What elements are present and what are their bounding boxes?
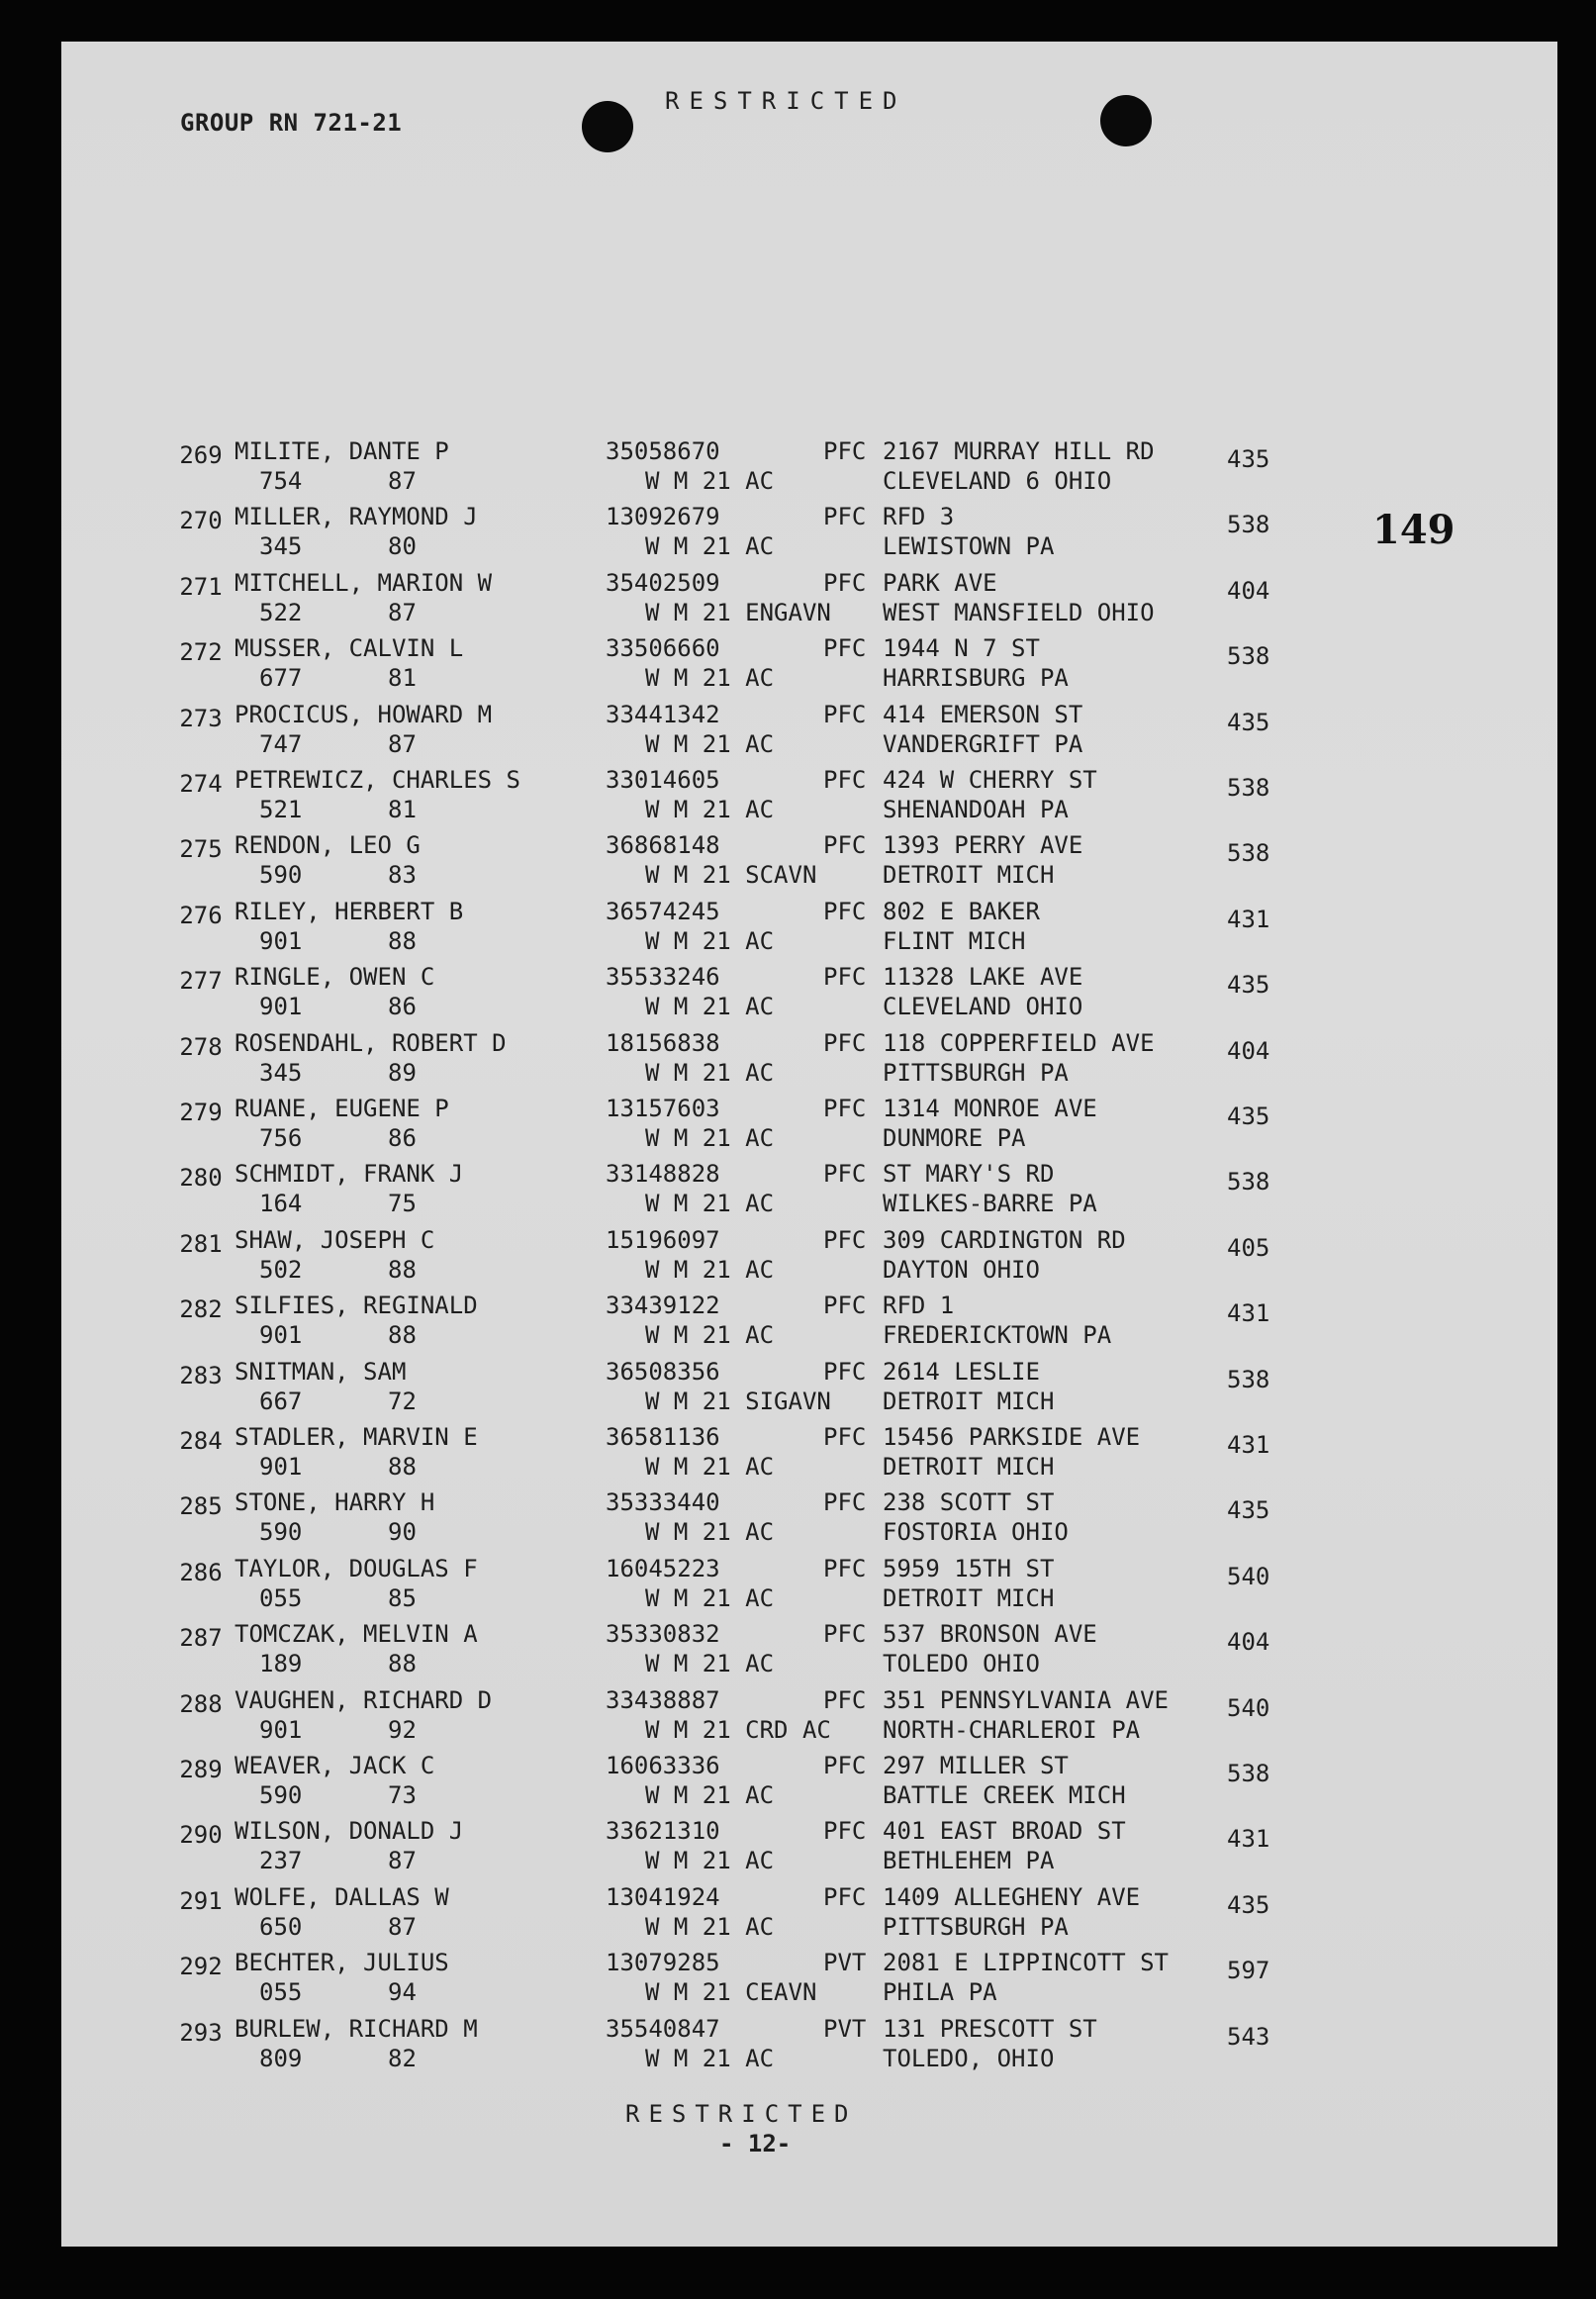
entry-number: 292 (179, 1953, 223, 1980)
address-code: 431 (1227, 906, 1270, 933)
address-line-1: 297 MILLER ST (883, 1752, 1069, 1779)
address-line-2: PITTSBURGH PA (883, 1913, 1069, 1941)
rank: PFC (823, 766, 867, 794)
entry-number: 273 (179, 705, 223, 732)
code-a: 754 (259, 467, 303, 495)
code-b: 80 (388, 532, 417, 560)
address-code: 435 (1227, 1102, 1270, 1130)
unit: W M 21 AC (645, 730, 775, 758)
code-a: 901 (259, 1321, 303, 1349)
unit: W M 21 AC (645, 1453, 775, 1481)
address-code: 435 (1227, 445, 1270, 473)
serial-number: 13041924 (606, 1883, 720, 1911)
address-code: 538 (1227, 1760, 1270, 1787)
address-line-1: 131 PRESCOTT ST (883, 2015, 1097, 2043)
code-a: 901 (259, 993, 303, 1020)
entry-number: 288 (179, 1690, 223, 1718)
address-line-2: CLEVELAND 6 OHIO (883, 467, 1112, 495)
code-b: 81 (388, 664, 417, 692)
rank: PFC (823, 1423, 867, 1451)
code-b: 72 (388, 1388, 417, 1415)
code-a: 590 (259, 1518, 303, 1546)
list-item (61, 1752, 1557, 1813)
rank: PFC (823, 1029, 867, 1057)
address-line-1: 309 CARDINGTON RD (883, 1226, 1126, 1254)
address-code: 431 (1227, 1825, 1270, 1853)
list-item (61, 503, 1557, 564)
address-line-2: VANDERGRIFT PA (883, 730, 1083, 758)
list-item (61, 898, 1557, 959)
address-line-1: 1314 MONROE AVE (883, 1095, 1097, 1122)
code-b: 87 (388, 599, 417, 626)
person-name: BECHTER, JULIUS (235, 1949, 449, 1976)
entry-number: 279 (179, 1099, 223, 1126)
address-line-2: BATTLE CREEK MICH (883, 1781, 1126, 1809)
serial-number: 35402509 (606, 569, 720, 597)
person-name: SCHMIDT, FRANK J (235, 1160, 464, 1188)
code-b: 75 (388, 1190, 417, 1217)
person-name: SILFIES, REGINALD (235, 1292, 478, 1319)
serial-number: 36574245 (606, 898, 720, 925)
serial-number: 15196097 (606, 1226, 720, 1254)
entry-number: 275 (179, 835, 223, 863)
serial-number: 16063336 (606, 1752, 720, 1779)
entry-number: 284 (179, 1427, 223, 1455)
person-name: ROSENDAHL, ROBERT D (235, 1029, 507, 1057)
punch-hole-left (582, 101, 633, 152)
unit: W M 21 AC (645, 1321, 775, 1349)
code-b: 83 (388, 861, 417, 889)
unit: W M 21 AC (645, 467, 775, 495)
address-line-2: CLEVELAND OHIO (883, 993, 1083, 1020)
rank: PFC (823, 831, 867, 859)
serial-number: 13157603 (606, 1095, 720, 1122)
person-name: SNITMAN, SAM (235, 1358, 407, 1386)
code-b: 88 (388, 1453, 417, 1481)
serial-number: 33438887 (606, 1686, 720, 1714)
address-line-2: FREDERICKTOWN PA (883, 1321, 1112, 1349)
code-a: 590 (259, 861, 303, 889)
entry-number: 280 (179, 1164, 223, 1192)
code-a: 522 (259, 599, 303, 626)
serial-number: 16045223 (606, 1555, 720, 1582)
entry-number: 290 (179, 1821, 223, 1849)
rank: PFC (823, 1095, 867, 1122)
person-name: RENDON, LEO G (235, 831, 421, 859)
code-b: 92 (388, 1716, 417, 1744)
serial-number: 33621310 (606, 1817, 720, 1845)
rank: PFC (823, 898, 867, 925)
list-item (61, 1949, 1557, 2010)
address-line-2: DETROIT MICH (883, 1584, 1055, 1612)
address-code: 538 (1227, 774, 1270, 802)
person-name: VAUGHEN, RICHARD D (235, 1686, 493, 1714)
list-item (61, 1029, 1557, 1091)
address-line-2: BETHLEHEM PA (883, 1847, 1055, 1874)
code-a: 345 (259, 532, 303, 560)
rank: PFC (823, 1226, 867, 1254)
address-code: 405 (1227, 1234, 1270, 1262)
rank: PFC (823, 1883, 867, 1911)
person-name: WEAVER, JACK C (235, 1752, 435, 1779)
entry-number: 278 (179, 1033, 223, 1061)
unit: W M 21 AC (645, 664, 775, 692)
person-name: BURLEW, RICHARD M (235, 2015, 478, 2043)
address-line-1: 1409 ALLEGHENY AVE (883, 1883, 1141, 1911)
person-name: STONE, HARRY H (235, 1488, 435, 1516)
address-code: 435 (1227, 709, 1270, 736)
person-name: WILSON, DONALD J (235, 1817, 464, 1845)
entry-number: 281 (179, 1230, 223, 1258)
unit: W M 21 ENGAVN (645, 599, 831, 626)
person-name: PETREWICZ, CHARLES S (235, 766, 520, 794)
address-line-1: 1393 PERRY AVE (883, 831, 1083, 859)
address-line-1: 11328 LAKE AVE (883, 963, 1083, 991)
address-code: 431 (1227, 1299, 1270, 1327)
code-a: 901 (259, 927, 303, 955)
person-name: TOMCZAK, MELVIN A (235, 1620, 478, 1648)
address-line-2: TOLEDO OHIO (883, 1650, 1040, 1677)
code-b: 87 (388, 730, 417, 758)
address-code: 431 (1227, 1431, 1270, 1459)
serial-number: 18156838 (606, 1029, 720, 1057)
address-code: 538 (1227, 642, 1270, 670)
address-line-1: 401 EAST BROAD ST (883, 1817, 1126, 1845)
rank: PFC (823, 963, 867, 991)
unit: W M 21 AC (645, 1781, 775, 1809)
code-a: 502 (259, 1256, 303, 1284)
list-item (61, 1160, 1557, 1221)
person-name: WOLFE, DALLAS W (235, 1883, 449, 1911)
code-a: 590 (259, 1781, 303, 1809)
list-item (61, 569, 1557, 630)
entry-number: 289 (179, 1756, 223, 1783)
rank: PFC (823, 1817, 867, 1845)
list-item (61, 1883, 1557, 1945)
code-a: 901 (259, 1716, 303, 1744)
rank: PFC (823, 569, 867, 597)
serial-number: 36868148 (606, 831, 720, 859)
unit: W M 21 AC (645, 1124, 775, 1152)
address-line-2: HARRISBURG PA (883, 664, 1069, 692)
entry-number: 272 (179, 638, 223, 666)
address-line-1: 2614 LESLIE (883, 1358, 1040, 1386)
address-line-1: 2167 MURRAY HILL RD (883, 437, 1155, 465)
address-code: 435 (1227, 1891, 1270, 1919)
code-b: 86 (388, 993, 417, 1020)
person-name: TAYLOR, DOUGLAS F (235, 1555, 478, 1582)
rank: PFC (823, 634, 867, 662)
address-line-1: 424 W CHERRY ST (883, 766, 1097, 794)
address-code: 538 (1227, 1168, 1270, 1196)
serial-number: 33441342 (606, 701, 720, 728)
address-code: 435 (1227, 971, 1270, 999)
address-code: 597 (1227, 1957, 1270, 1984)
code-a: 189 (259, 1650, 303, 1677)
list-item (61, 1686, 1557, 1748)
rank: PFC (823, 503, 867, 530)
classification-header: RESTRICTED (665, 87, 907, 115)
entry-number: 274 (179, 770, 223, 798)
code-a: 677 (259, 664, 303, 692)
serial-number: 13079285 (606, 1949, 720, 1976)
unit: W M 21 AC (645, 1059, 775, 1087)
address-line-2: DETROIT MICH (883, 1388, 1055, 1415)
serial-number: 36508356 (606, 1358, 720, 1386)
rank: PFC (823, 1358, 867, 1386)
address-line-1: 802 E BAKER (883, 898, 1040, 925)
code-a: 521 (259, 796, 303, 823)
unit: W M 21 AC (645, 993, 775, 1020)
address-line-1: 1944 N 7 ST (883, 634, 1040, 662)
group-reference: GROUP RN 721-21 (180, 109, 403, 137)
rank: PVT (823, 1949, 867, 1976)
entry-number: 293 (179, 2019, 223, 2047)
list-item (61, 766, 1557, 827)
list-item (61, 1095, 1557, 1156)
address-line-2: TOLEDO, OHIO (883, 2045, 1055, 2072)
person-name: RINGLE, OWEN C (235, 963, 435, 991)
address-code: 538 (1227, 1366, 1270, 1393)
serial-number: 33148828 (606, 1160, 720, 1188)
serial-number: 35058670 (606, 437, 720, 465)
list-item (61, 2015, 1557, 2076)
entry-number: 282 (179, 1295, 223, 1323)
entry-number: 285 (179, 1492, 223, 1520)
address-line-2: DUNMORE PA (883, 1124, 1026, 1152)
code-b: 86 (388, 1124, 417, 1152)
list-item (61, 1292, 1557, 1353)
unit: W M 21 AC (645, 2045, 775, 2072)
code-a: 747 (259, 730, 303, 758)
address-code: 540 (1227, 1694, 1270, 1722)
code-a: 164 (259, 1190, 303, 1217)
rank: PFC (823, 1555, 867, 1582)
address-line-2: FOSTORIA OHIO (883, 1518, 1069, 1546)
unit: W M 21 AC (645, 1256, 775, 1284)
entry-number: 287 (179, 1624, 223, 1652)
person-name: MILITE, DANTE P (235, 437, 449, 465)
address-code: 404 (1227, 577, 1270, 605)
rank: PFC (823, 1620, 867, 1648)
code-b: 81 (388, 796, 417, 823)
code-a: 345 (259, 1059, 303, 1087)
list-item (61, 1620, 1557, 1681)
address-line-2: DETROIT MICH (883, 861, 1055, 889)
address-line-2: FLINT MICH (883, 927, 1026, 955)
unit: W M 21 AC (645, 796, 775, 823)
serial-number: 35533246 (606, 963, 720, 991)
serial-number: 13092679 (606, 503, 720, 530)
address-line-1: RFD 1 (883, 1292, 955, 1319)
rank: PFC (823, 701, 867, 728)
code-b: 85 (388, 1584, 417, 1612)
person-name: RUANE, EUGENE P (235, 1095, 449, 1122)
address-line-1: 15456 PARKSIDE AVE (883, 1423, 1141, 1451)
unit: W M 21 AC (645, 1847, 775, 1874)
list-item (61, 634, 1557, 696)
list-item (61, 1817, 1557, 1878)
list-item (61, 1358, 1557, 1419)
serial-number: 33439122 (606, 1292, 720, 1319)
person-name: MUSSER, CALVIN L (235, 634, 464, 662)
entry-number: 270 (179, 507, 223, 534)
person-name: MITCHELL, MARION W (235, 569, 493, 597)
person-name: SHAW, JOSEPH C (235, 1226, 435, 1254)
address-code: 538 (1227, 511, 1270, 538)
entry-number: 286 (179, 1559, 223, 1586)
list-item (61, 1488, 1557, 1550)
serial-number: 35540847 (606, 2015, 720, 2043)
unit: W M 21 AC (645, 532, 775, 560)
code-b: 82 (388, 2045, 417, 2072)
code-b: 94 (388, 1978, 417, 2006)
code-b: 89 (388, 1059, 417, 1087)
unit: W M 21 SIGAVN (645, 1388, 831, 1415)
rank: PFC (823, 1686, 867, 1714)
serial-number: 33014605 (606, 766, 720, 794)
serial-number: 36581136 (606, 1423, 720, 1451)
rank: PFC (823, 1160, 867, 1188)
address-line-1: RFD 3 (883, 503, 955, 530)
unit: W M 21 AC (645, 1913, 775, 1941)
address-line-2: PITTSBURGH PA (883, 1059, 1069, 1087)
code-a: 055 (259, 1584, 303, 1612)
code-a: 756 (259, 1124, 303, 1152)
entry-number: 277 (179, 967, 223, 995)
rank: PFC (823, 1752, 867, 1779)
address-line-1: 351 PENNSYLVANIA AVE (883, 1686, 1169, 1714)
serial-number: 35330832 (606, 1620, 720, 1648)
list-item (61, 831, 1557, 893)
address-line-2: WILKES-BARRE PA (883, 1190, 1097, 1217)
person-name: RILEY, HERBERT B (235, 898, 464, 925)
unit: W M 21 SCAVN (645, 861, 817, 889)
address-line-2: DETROIT MICH (883, 1453, 1055, 1481)
person-name: PROCICUS, HOWARD M (235, 701, 493, 728)
address-code: 404 (1227, 1037, 1270, 1065)
unit: W M 21 CRD AC (645, 1716, 831, 1744)
list-item (61, 701, 1557, 762)
code-a: 667 (259, 1388, 303, 1415)
address-line-1: 414 EMERSON ST (883, 701, 1083, 728)
unit: W M 21 AC (645, 1518, 775, 1546)
code-b: 88 (388, 1321, 417, 1349)
list-item (61, 437, 1557, 499)
rank: PFC (823, 1488, 867, 1516)
address-code: 435 (1227, 1496, 1270, 1524)
punch-hole-right (1100, 95, 1152, 146)
document-page (61, 42, 1557, 2247)
code-b: 73 (388, 1781, 417, 1809)
address-line-1: 2081 E LIPPINCOTT ST (883, 1949, 1169, 1976)
code-b: 90 (388, 1518, 417, 1546)
serial-number: 35333440 (606, 1488, 720, 1516)
rank: PFC (823, 437, 867, 465)
code-b: 88 (388, 1650, 417, 1677)
side-page-number: 149 (1372, 507, 1455, 553)
classification-footer: RESTRICTED (625, 2100, 858, 2128)
address-line-2: NORTH-CHARLEROI PA (883, 1716, 1141, 1744)
entry-number: 291 (179, 1887, 223, 1915)
address-line-2: WEST MANSFIELD OHIO (883, 599, 1155, 626)
list-item (61, 963, 1557, 1024)
code-a: 809 (259, 2045, 303, 2072)
entry-number: 269 (179, 441, 223, 469)
address-code: 404 (1227, 1628, 1270, 1656)
serial-number: 33506660 (606, 634, 720, 662)
list-item (61, 1423, 1557, 1485)
unit: W M 21 AC (645, 1650, 775, 1677)
code-b: 87 (388, 467, 417, 495)
address-code: 540 (1227, 1563, 1270, 1590)
list-item (61, 1226, 1557, 1288)
code-a: 237 (259, 1847, 303, 1874)
unit: W M 21 AC (645, 927, 775, 955)
address-line-1: 238 SCOTT ST (883, 1488, 1055, 1516)
code-b: 87 (388, 1913, 417, 1941)
entry-number: 271 (179, 573, 223, 601)
unit: W M 21 CEAVN (645, 1978, 817, 2006)
address-line-1: 118 COPPERFIELD AVE (883, 1029, 1155, 1057)
address-line-2: SHENANDOAH PA (883, 796, 1069, 823)
code-b: 88 (388, 927, 417, 955)
page-number: - 12- (719, 2130, 792, 2157)
address-line-1: ST MARY'S RD (883, 1160, 1055, 1188)
code-b: 88 (388, 1256, 417, 1284)
unit: W M 21 AC (645, 1584, 775, 1612)
address-line-2: DAYTON OHIO (883, 1256, 1040, 1284)
person-name: MILLER, RAYMOND J (235, 503, 478, 530)
rank: PVT (823, 2015, 867, 2043)
address-code: 543 (1227, 2023, 1270, 2051)
address-line-1: 5959 15TH ST (883, 1555, 1055, 1582)
code-a: 901 (259, 1453, 303, 1481)
address-line-1: 537 BRONSON AVE (883, 1620, 1097, 1648)
code-a: 055 (259, 1978, 303, 2006)
code-b: 87 (388, 1847, 417, 1874)
unit: W M 21 AC (645, 1190, 775, 1217)
address-line-2: PHILA PA (883, 1978, 997, 2006)
address-line-2: LEWISTOWN PA (883, 532, 1055, 560)
code-a: 650 (259, 1913, 303, 1941)
address-line-1: PARK AVE (883, 569, 997, 597)
person-name: STADLER, MARVIN E (235, 1423, 478, 1451)
list-item (61, 1555, 1557, 1616)
address-code: 538 (1227, 839, 1270, 867)
rank: PFC (823, 1292, 867, 1319)
entry-number: 276 (179, 902, 223, 929)
entry-number: 283 (179, 1362, 223, 1389)
